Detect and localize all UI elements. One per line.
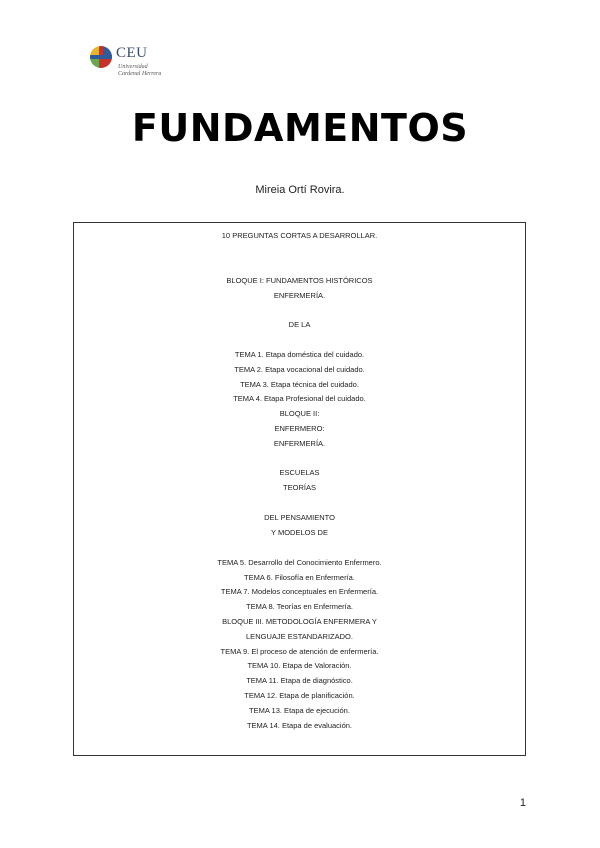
box-line: BLOQUE III. METODOLOGÍA ENFERMERA Y xyxy=(222,617,377,626)
box-line: TEORÍAS xyxy=(283,483,316,492)
box-line: TEMA 6. Filosofía en Enfermería. xyxy=(244,573,355,582)
box-line: ENFERMERO: xyxy=(274,424,325,433)
box-line: LENGUAJE ESTANDARIZADO. xyxy=(246,632,353,641)
logo-subtitle-line2: Cardenal Herrera xyxy=(118,71,162,77)
box-line: DE LA xyxy=(288,320,311,329)
contents-box xyxy=(73,222,526,756)
box-line: TEMA 13. Etapa de ejecución. xyxy=(249,706,350,715)
box-line: DEL PENSAMIENTO xyxy=(264,513,335,522)
box-line: ESCUELAS xyxy=(279,468,320,477)
box-line: ENFERMERÍA. xyxy=(273,439,326,448)
box-line: TEMA 9. El proceso de atención de enfermería. xyxy=(220,647,379,656)
box-line: Y MODELOS DE xyxy=(271,528,328,537)
box-line: BLOQUE II: xyxy=(279,409,320,418)
page-title: FUNDAMENTOS xyxy=(131,106,469,150)
box-line: TEMA 3. Etapa técnica del cuidado. xyxy=(240,380,359,389)
box-line: TEMA 4. Etapa Profesional del cuidado. xyxy=(233,394,366,403)
box-line: TEMA 2. Etapa vocacional del cuidado. xyxy=(234,365,365,374)
box-line: ENFERMERÍA. xyxy=(273,291,326,300)
box-line: BLOQUE I: FUNDAMENTOS HISTÓRICOS xyxy=(226,276,373,285)
university-logo xyxy=(90,46,190,82)
box-line: TEMA 11. Etapa de diagnóstico. xyxy=(246,676,353,685)
box-line: TEMA 7. Modelos conceptuales en Enfermería. xyxy=(220,587,379,596)
box-line: TEMA 14. Etapa de evaluación. xyxy=(246,721,353,730)
box-line: TEMA 5. Desarrollo del Conocimiento Enfermero. xyxy=(217,558,382,567)
author-name: Mireia Ortí Rovira. xyxy=(255,184,345,196)
box-line: TEMA 8. Teorías en Enfermería. xyxy=(246,602,353,611)
logo-subtitle-line1: Universidad xyxy=(118,64,148,70)
page-number: 1 xyxy=(519,797,526,809)
box-line: TEMA 10. Etapa de Valoración. xyxy=(247,661,352,670)
box-line: 10 PREGUNTAS CORTAS A DESARROLLAR. xyxy=(221,231,378,240)
box-line: TEMA 12. Etapa de planificación. xyxy=(244,691,355,700)
logo-subtitle xyxy=(118,64,161,78)
logo-name: CEU xyxy=(116,45,148,61)
ceu-emblem-icon xyxy=(90,46,112,68)
box-line: TEMA 1. Etapa doméstica del cuidado. xyxy=(234,350,365,359)
